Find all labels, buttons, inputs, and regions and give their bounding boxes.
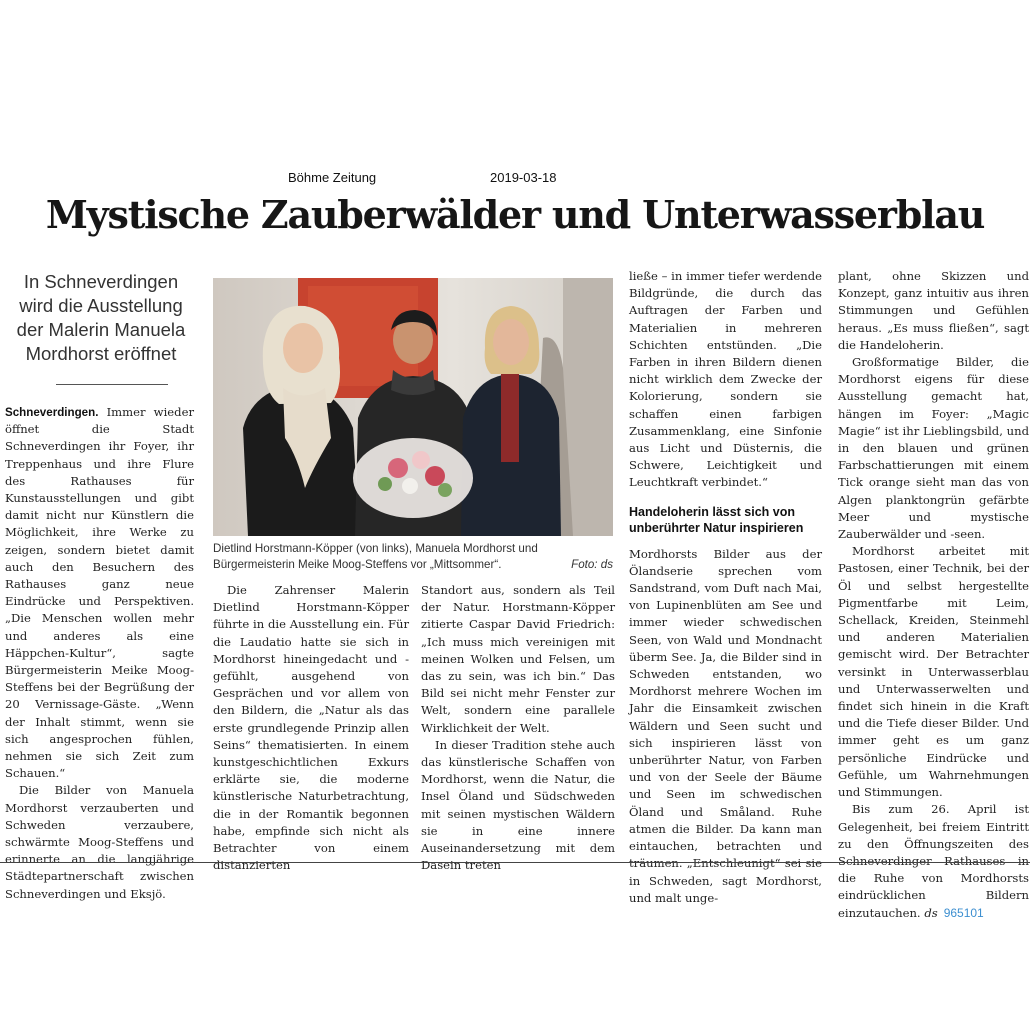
- bottom-rule: [0, 862, 1030, 863]
- article-paragraph: ließe – in immer tiefer werdende Bildgründe, die durch das Auftragen der Farben und Materialien in mehreren Schichten entstünden. „Die Farben in ihren Bildern dienen nicht wirklich dem Zwecke der Kolorierung, sondern sie schaffen einen farbigen Zusammenklang, eine Sinfonie aus Licht und Düsternis, die Schwere, Leichtigkeit und Leuchtkraft verbindet.“: [629, 269, 822, 490]
- article-subheading: Handeloherin lässt sich von unberührter Natur inspirieren: [629, 504, 804, 535]
- article-paragraph: In dieser Tradition stehe auch das künstlerische Schaffen von Mordhorst, wenn die Natur, die Insel Öland und Südschweden mit seinen mystischen Wäldern sie in eine innere Auseinandersetzung mit dem Dasein treten: [421, 737, 615, 873]
- article-paragraph: Bis zum 26. April ist Gelegenheit, bei freiem Eintritt zu den Öffnungszeiten des Schneverdinger Rathauses in die Ruhe von Mordhorsts eindrücklichen Bildern einzutauchen. ds 965101: [838, 802, 1029, 920]
- article-column-4: [629, 268, 822, 905]
- photo-credit: Foto: ds: [571, 558, 613, 571]
- subheadline: In Schneverdingen wird die Ausstellung der Malerin Manuela Mordhorst eröffnet: [16, 271, 186, 364]
- article-paragraph: Die Zahrenser Malerin Dietlind Horstmann-Köpper führte in die Ausstellung ein. Für die Laudatio hatte sie sich in Mordhorst hineingedacht und -gefühlt, ausgehend von Gesprächen und vor allem von den Bildern, die „Natur als das erste grundlegende Prinzip allen Seins“ thematisierten. In einem kunstgeschichtlichen Exkurs erklärte sie, die moderne künstlerische Naturbetrachtung, die in der Romantik begonnen habe, empfinde sich nicht als Betrachter von einem distanzierten: [213, 583, 409, 873]
- article-photo: [213, 278, 613, 536]
- photo-illustration: [213, 278, 613, 536]
- article-column-3: [421, 582, 615, 873]
- article-column-5: [838, 268, 1029, 920]
- flower-bouquet: [353, 438, 473, 518]
- article-paragraph: plant, ohne Skizzen und Konzept, ganz intuitiv aus ihren Stimmungen und Gefühlen heraus. „Es muss fließen“, sagt die Handeloherin.: [838, 269, 1029, 352]
- article-code: 965101: [943, 905, 984, 920]
- dateline: Schneverdingen.: [5, 406, 99, 419]
- newspaper-name: Böhme Zeitung: [288, 170, 377, 185]
- article-column-1: [5, 404, 194, 901]
- headline: Mystische Zauberwälder und Unterwasserblau: [45, 192, 985, 237]
- article-paragraph: Standort aus, sondern als Teil der Natur. Horstmann-Köpper zitierte Caspar David Friedrich: „Ich muss mich vereinigen mit meinen Wolken und Felsen, um das zu sein, was ich bin.“ Das Bild sei nicht mehr Fenster zur Welt, sondern eine parallele Wirklichkeit der Welt.: [421, 583, 615, 735]
- subheadline-rule: [56, 384, 168, 385]
- article-paragraph: Die Bilder von Manuela Mordhorst verzauberten und Schweden verzaubere, schwärmte Moog-Steffens und erinnerte an die langjährige Städtepartnerschaft zwischen Schneverdingen und Eksjö.: [5, 783, 194, 901]
- article-paragraph: Mordhorst arbeitet mit Pastosen, einer Technik, bei der Öl und selbst hergestellte Pigmentfarbe mit Leim, Schellack, Kreiden, Steinmehl und anderen Materialien gemischt wird. Der Betrachter versinkt in Unterwasserblau und Unterwasserwelten und findet sich hinein in die Kraft und die Tiefe dieser Bilder. Und immer geht es um ganz persönliche Eindrücke und Gefühle, um Wahrnehmungen und Stimmungen.: [838, 544, 1029, 800]
- article-paragraph: Schneverdingen. Immer wieder öffnet die Stadt Schneverdingen ihr Foyer, ihr Treppenhaus und ihre Flure des Rathauses für Kunstausstellungen und gibt damit nicht nur Künstlern die Möglichkeit, ihre Werke zu zeigen, sondern bietet damit auch den Besuchern des Rathauses ganz neue Eindrücke und Perspektiven. „Die Menschen wollen mehr und anderes als eine Häppchen-Kultur“, sagte Bürgermeisterin Meike Moog-Steffens bei der Begrüßung der 20 Vernissage-Gäste. „Wenn der Inhalt stimmt, wenn sie sich angesprochen fühlen, nehmen sie sich Zeit zum Schauen.“: [5, 405, 194, 781]
- author-initials: ds: [924, 905, 938, 920]
- publication-date: 2019-03-18: [490, 170, 557, 185]
- article-column-2: [213, 582, 409, 873]
- photo-caption: Dietlind Horstmann-Köpper (von links), Manuela Mordhorst und Bürgermeisterin Meike Moog-Steffens vor „Mittsommer“. Foto: ds: [213, 542, 613, 571]
- article-paragraph: Großformatige Bilder, die Mordhorst eigens für diese Ausstellung gemacht hat, hängen im Foyer: „Magic Magie“ ist ihr Lieblingsbild, und in den blauen und grünen Farbschattierungen mit einem Tick orange sieht man das von Algen planktongrün gefärbte Meer und mystische Zauberwälder und -seen.: [838, 355, 1029, 542]
- article-paragraph: Mordhorsts Bilder aus der Ölandserie sprechen vom Sandstrand, vom Duft nach Mai, von Lupinenblüten am See und immer wieder schwedischen Seen, von Wald und Mondnacht überm See. Ja, die Bilder sind in Schweden entstanden, wo Mordhorst mehrere Wochen im Jahr die Einsamkeit zwischen Wäldern und Seen sucht und sich inspirieren lässt von unberührter Natur, von Farben und von der Seele der Bäume und Seen im schwedischen Öland und Småland. Ruhe atmen die Bilder. Da kann man eintauchen, betrachten und träumen. „Entschleunigt“ sei sie in Schweden, sagt Mordhorst, und malt unge-: [629, 546, 822, 905]
